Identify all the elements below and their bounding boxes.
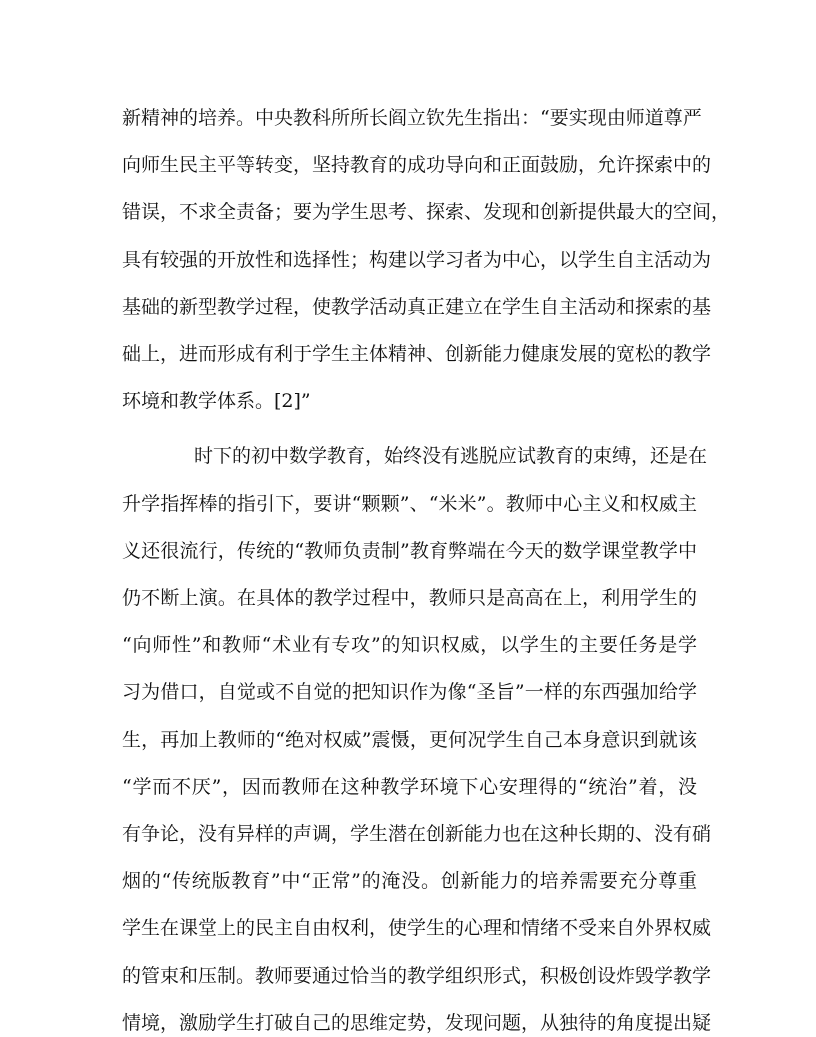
- paragraph-1-line-7: 环境和教学体系。[2]”: [122, 390, 311, 412]
- paragraph-2-line-11: 学生在课堂上的民主自由权利，使学生的心理和情绪不受来自外界权威: [122, 917, 712, 939]
- paragraph-2-line-9: 有争论，没有异样的声调，学生潜在创新能力也在这种长期的、没有硝: [122, 823, 712, 845]
- paragraph-2-line-8: “学而不厌”，因而教师在这种教学环境下心安理得的“统治”着，没: [122, 776, 697, 798]
- paragraph-2-line-3: 义还很流行，传统的“教师负责制”教育弊端在今天的数学课堂教学中: [122, 540, 697, 562]
- paragraph-1-line-6: 础上，进而形成有利于学生主体精神、创新能力健康发展的宽松的教学: [122, 343, 712, 365]
- paragraph-2-line-1: 时下的初中数学教育，始终没有逃脱应试教育的束缚，还是在: [194, 445, 708, 467]
- paragraph-2-line-7: 生，再加上教师的“绝对权威”震慑，更何况学生自己本身意识到就该: [122, 729, 697, 751]
- paragraph-2-line-2: 升学指挥棒的指引下，要讲“颗颗”、“米米”。教师中心主义和权威主: [122, 493, 697, 515]
- paragraph-1-line-4: 具有较强的开放性和选择性；构建以学习者为中心，以学生自主活动为: [122, 249, 712, 271]
- paragraph-2-line-4: 仍不断上演。在具体的教学过程中，教师只是高高在上，利用学生的: [122, 587, 697, 609]
- paragraph-2-line-6: 习为借口，自觉或不自觉的把知识作为像“圣旨”一样的东西强加给学: [122, 681, 697, 703]
- paragraph-1-line-3: 错误，不求全责备；要为学生思考、探索、发现和创新提供最大的空间，: [122, 201, 731, 223]
- paragraph-2-line-12: 的管束和压制。教师要通过恰当的教学组织形式，积极创设炸毁学教学: [122, 965, 712, 987]
- paragraph-2-line-13: 情境，激励学生打破自己的思维定势，发现问题，从独待的角度提出疑: [122, 1012, 712, 1034]
- paragraph-1-line-2: 向师生民主平等转变，坚持教育的成功导向和正面鼓励，允许探索中的: [122, 154, 712, 176]
- paragraph-1-line-1: 新精神的培养。中央教科所所长阎立钦先生指出：“要实现由师道尊严: [122, 107, 702, 129]
- paragraph-1-line-5: 基础的新型教学过程，使教学活动真正建立在学生自主活动和探索的基: [122, 296, 712, 318]
- paragraph-2-line-10: 烟的“传统版教育”中“正常”的淹没。创新能力的培养需要充分尊重: [122, 870, 697, 892]
- paragraph-2-line-5: “向师性”和教师“术业有专攻”的知识权威，以学生的主要任务是学: [122, 634, 697, 656]
